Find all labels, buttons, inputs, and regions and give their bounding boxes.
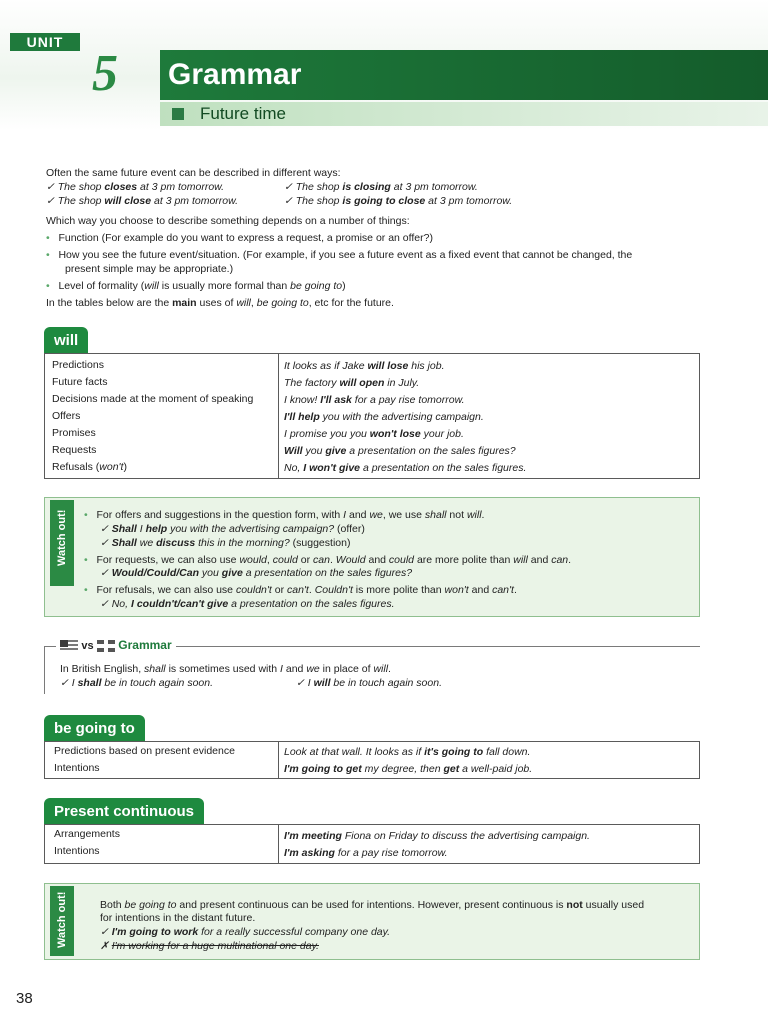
table-cell-example: I promise you you won't lose your job. — [284, 428, 464, 440]
table-cell-use: Requests — [52, 444, 97, 456]
table-cell-use: Predictions based on present evidence — [54, 745, 235, 757]
table-cell-example: I know! I'll ask for a pay rise tomorrow. — [284, 394, 465, 406]
square-bullet-icon — [172, 108, 184, 120]
gb-flag-icon — [97, 640, 115, 652]
watch-example: ✓ Shall I help you with the advertising campaign? (offer) — [100, 523, 365, 535]
us-flag-icon — [60, 640, 78, 652]
table-cell-use: Future facts — [52, 376, 108, 388]
table-cell-example: Will you give a presentation on the sales figures? — [284, 445, 516, 457]
watch-example: ✓ No, I couldn't/can't give a presentation on the sales figures. — [100, 598, 395, 610]
page-number: 38 — [16, 990, 33, 1007]
table-cell-example: It looks as if Jake will lose his job. — [284, 360, 445, 372]
table-cell-use: Decisions made at the moment of speaking — [52, 393, 254, 405]
watch-bullet: • For offers and suggestions in the question form, with I and we, we use shall not will. — [84, 509, 485, 521]
watch-example: ✓ Shall we discuss this in the morning? (suggestion) — [100, 537, 351, 549]
intro-line: Which way you choose to describe something depends on a number of things: — [46, 215, 410, 227]
table-cell-example: The factory will open in July. — [284, 377, 420, 389]
watch-out-label: Watch out! — [56, 891, 68, 948]
intro-line: In the tables below are the main uses of will, be going to, etc for the future. — [46, 297, 394, 309]
bullet-icon: • — [84, 554, 88, 566]
intro-example: ✓ The shop closes at 3 pm tomorrow. — [46, 181, 225, 193]
table-cell-example: Look at that wall. It looks as if it's going to fall down. — [284, 746, 531, 758]
watch-example: ✓ Would/Could/Can you give a presentation on the sales figures? — [100, 567, 413, 579]
us-vs-gb-example: ✓ I will be in touch again soon. — [296, 677, 442, 689]
us-vs-gb-header: vs Grammar — [56, 638, 176, 652]
table-cell-example: I'm meeting Fiona on Friday to discuss the advertising campaign. — [284, 830, 590, 842]
table-cell-use: Intentions — [54, 762, 100, 774]
intro-example: ✓ The shop is closing at 3 pm tomorrow. — [284, 181, 478, 193]
intro-example: ✓ The shop is going to close at 3 pm tomorrow. — [284, 195, 513, 207]
table-cell-example: I'll help you with the advertising campaign. — [284, 411, 484, 423]
bullet-icon: • — [84, 509, 88, 521]
intro-bullet: • Level of formality (will is usually more formal than be going to) — [46, 280, 346, 292]
table-cell-use: Predictions — [52, 359, 104, 371]
table-cell-example: I'm asking for a pay rise tomorrow. — [284, 847, 448, 859]
intro-line: Often the same future event can be described in different ways: — [46, 167, 341, 179]
page-title: Grammar — [160, 50, 768, 100]
table-cell-use: Offers — [52, 410, 81, 422]
us-vs-gb-text: In British English, shall is sometimes used with I and we in place of will. — [60, 663, 391, 675]
watch-bullet: • For refusals, we can also use couldn't or can't. Couldn't is more polite than won't and can't. — [84, 584, 517, 596]
table-cell-use: Arrangements — [54, 828, 120, 840]
intro-example: ✓ The shop will close at 3 pm tomorrow. — [46, 195, 239, 207]
bullet-icon: • — [84, 584, 88, 596]
page-subtitle: Future time — [200, 104, 286, 123]
intro-bullet-continued: present simple may be appropriate.) — [65, 263, 234, 275]
us-vs-gb-example: ✓ I shall be in touch again soon. — [60, 677, 214, 689]
section-tab-present-continuous: Present continuous — [44, 798, 204, 824]
watch-example: ✓ I'm going to work for a really successful company one day. — [100, 926, 391, 938]
unit-label: UNIT — [10, 33, 80, 51]
watch-text: for intentions in the distant future. — [100, 912, 256, 924]
watch-bullet: • For requests, we can also use would, could or can. Would and could are more polite than will and can. — [84, 554, 572, 566]
table-cell-use: Promises — [52, 427, 96, 439]
watch-out-label: Watch out! — [56, 509, 68, 566]
intro-bullet: • How you see the future event/situation. (For example, if you see a future event as a fixed event that cannot be changed, the — [46, 249, 633, 261]
bullet-icon: • — [46, 249, 50, 261]
section-tab-will: will — [44, 327, 88, 353]
intro-bullet: • Function (For example do you want to express a request, a promise or an offer?) — [46, 232, 433, 244]
bullet-icon: • — [46, 280, 50, 292]
table-cell-use: Intentions — [54, 845, 100, 857]
table-cell-example: I'm going to get my degree, then get a well-paid job. — [284, 763, 533, 775]
section-tab-be-going-to: be going to — [44, 715, 145, 741]
unit-number: 5 — [92, 45, 118, 102]
table-cell-example: No, I won't give a presentation on the sales figures. — [284, 462, 527, 474]
table-cell-use: Refusals (won't) — [52, 461, 127, 473]
watch-example-incorrect: ✗ I'm working for a huge multinational one day. — [100, 940, 319, 952]
watch-text: Both be going to and present continuous can be used for intentions. However, present continuous is not usually used — [100, 899, 645, 911]
bullet-icon: • — [46, 232, 50, 244]
